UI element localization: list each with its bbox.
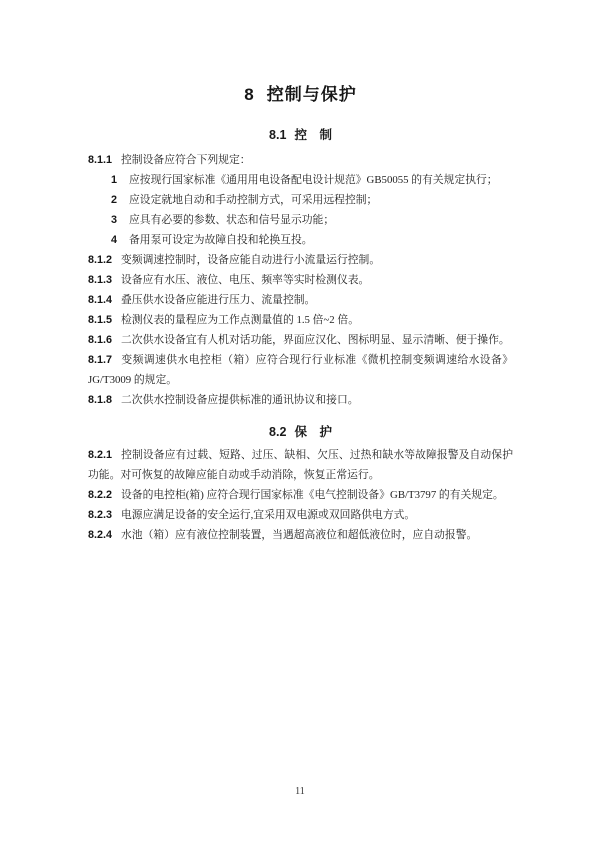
clause-number: 8.2.3 bbox=[88, 509, 113, 521]
page-number: 11 bbox=[295, 786, 305, 797]
clause-text: 变频调速控制时，设备应能自动进行小流量运行控制。 bbox=[121, 254, 381, 266]
clause-number: 8.2.1 bbox=[88, 449, 113, 461]
section-number: 8.2 bbox=[269, 425, 287, 439]
clause-8-2-4 bbox=[88, 525, 513, 545]
clause-8-2-1 bbox=[88, 445, 513, 485]
sub-item-3 bbox=[88, 210, 513, 230]
clause-text: 电源应满足设备的安全运行,宜采用双电源或双回路供电方式。 bbox=[121, 509, 416, 521]
clause-number: 8.1.4 bbox=[88, 294, 113, 306]
clause-8-1-7 bbox=[88, 350, 513, 390]
clause-text: 控制设备应符合下列规定： bbox=[121, 154, 251, 166]
clause-8-1-6 bbox=[88, 330, 513, 350]
item-text: 应按现行国家标准《通用用电设备配电设计规范》GB50055 的有关规定执行； bbox=[129, 174, 498, 186]
clause-8-2-3 bbox=[88, 505, 513, 525]
clause-number: 8.2.4 bbox=[88, 529, 113, 541]
clause-8-1-2 bbox=[88, 250, 513, 270]
item-number: 2 bbox=[111, 194, 118, 206]
item-number: 4 bbox=[111, 234, 118, 246]
section-title-text: 保 护 bbox=[294, 425, 332, 439]
item-text: 应设定就地自动和手动控制方式，可采用远程控制； bbox=[129, 194, 378, 206]
item-text: 应具有必要的参数、状态和信号显示功能； bbox=[129, 214, 335, 226]
clause-text: 控制设备应有过载、短路、过压、缺相、欠压、过热和缺水等故障报警及自动保护功能。对可恢复的故障应能自动或手动消除，恢复正常运行。 bbox=[88, 449, 513, 481]
chapter-title-text: 控制与保护 bbox=[266, 85, 357, 104]
clause-number: 8.1.7 bbox=[88, 354, 113, 366]
clause-number: 8.1.5 bbox=[88, 314, 113, 326]
item-text: 备用泵可设定为故障自投和轮换互投。 bbox=[129, 234, 313, 246]
clause-text: 设备的电控柜(箱) 应符合现行国家标准《电气控制设备》GB/T3797 的有关规定。 bbox=[121, 489, 504, 501]
section-heading-8-1 bbox=[88, 126, 513, 144]
clause-8-1-3 bbox=[88, 270, 513, 290]
clause-8-1-4 bbox=[88, 290, 513, 310]
clause-text: 变频调速供水电控柜（箱）应符合现行行业标准《微机控制变频调速给水设备》JG/T3009 的规定。 bbox=[88, 354, 513, 386]
clause-8-2-2 bbox=[88, 485, 513, 505]
chapter-number: 8 bbox=[244, 85, 254, 104]
section-heading-8-2 bbox=[88, 423, 513, 441]
chapter-title bbox=[88, 84, 513, 106]
clause-number: 8.1.8 bbox=[88, 394, 113, 406]
clause-text: 设备应有水压、液位、电压、频率等实时检测仪表。 bbox=[121, 274, 370, 286]
sub-item-2 bbox=[88, 190, 513, 210]
clause-8-1-5 bbox=[88, 310, 513, 330]
clause-number: 8.1.2 bbox=[88, 254, 113, 266]
clause-8-1-8 bbox=[88, 390, 513, 410]
sub-item-4 bbox=[88, 230, 513, 250]
clause-text: 水池（箱）应有液位控制装置，当遇超高液位和超低液位时，应自动报警。 bbox=[121, 529, 478, 541]
clause-number: 8.1.3 bbox=[88, 274, 113, 286]
clause-number: 8.1.6 bbox=[88, 334, 113, 346]
item-number: 3 bbox=[111, 214, 118, 226]
clause-text: 二次供水设备宜有人机对话功能，界面应汉化、图标明显、显示清晰、便于操作。 bbox=[121, 334, 510, 346]
item-number: 1 bbox=[111, 174, 118, 186]
clause-8-1-1 bbox=[88, 150, 513, 170]
clause-number: 8.1.1 bbox=[88, 154, 113, 166]
clause-text: 检测仪表的量程应为工作点测量值的 1.5 倍~2 倍。 bbox=[121, 314, 359, 326]
clause-text: 二次供水控制设备应提供标准的通讯协议和接口。 bbox=[121, 394, 359, 406]
sub-item-1 bbox=[88, 170, 513, 190]
section-number: 8.1 bbox=[269, 128, 287, 142]
clause-number: 8.2.2 bbox=[88, 489, 113, 501]
section-title-text: 控 制 bbox=[294, 128, 332, 142]
page-content bbox=[0, 84, 600, 545]
clause-text: 叠压供水设备应能进行压力、流量控制。 bbox=[121, 294, 316, 306]
